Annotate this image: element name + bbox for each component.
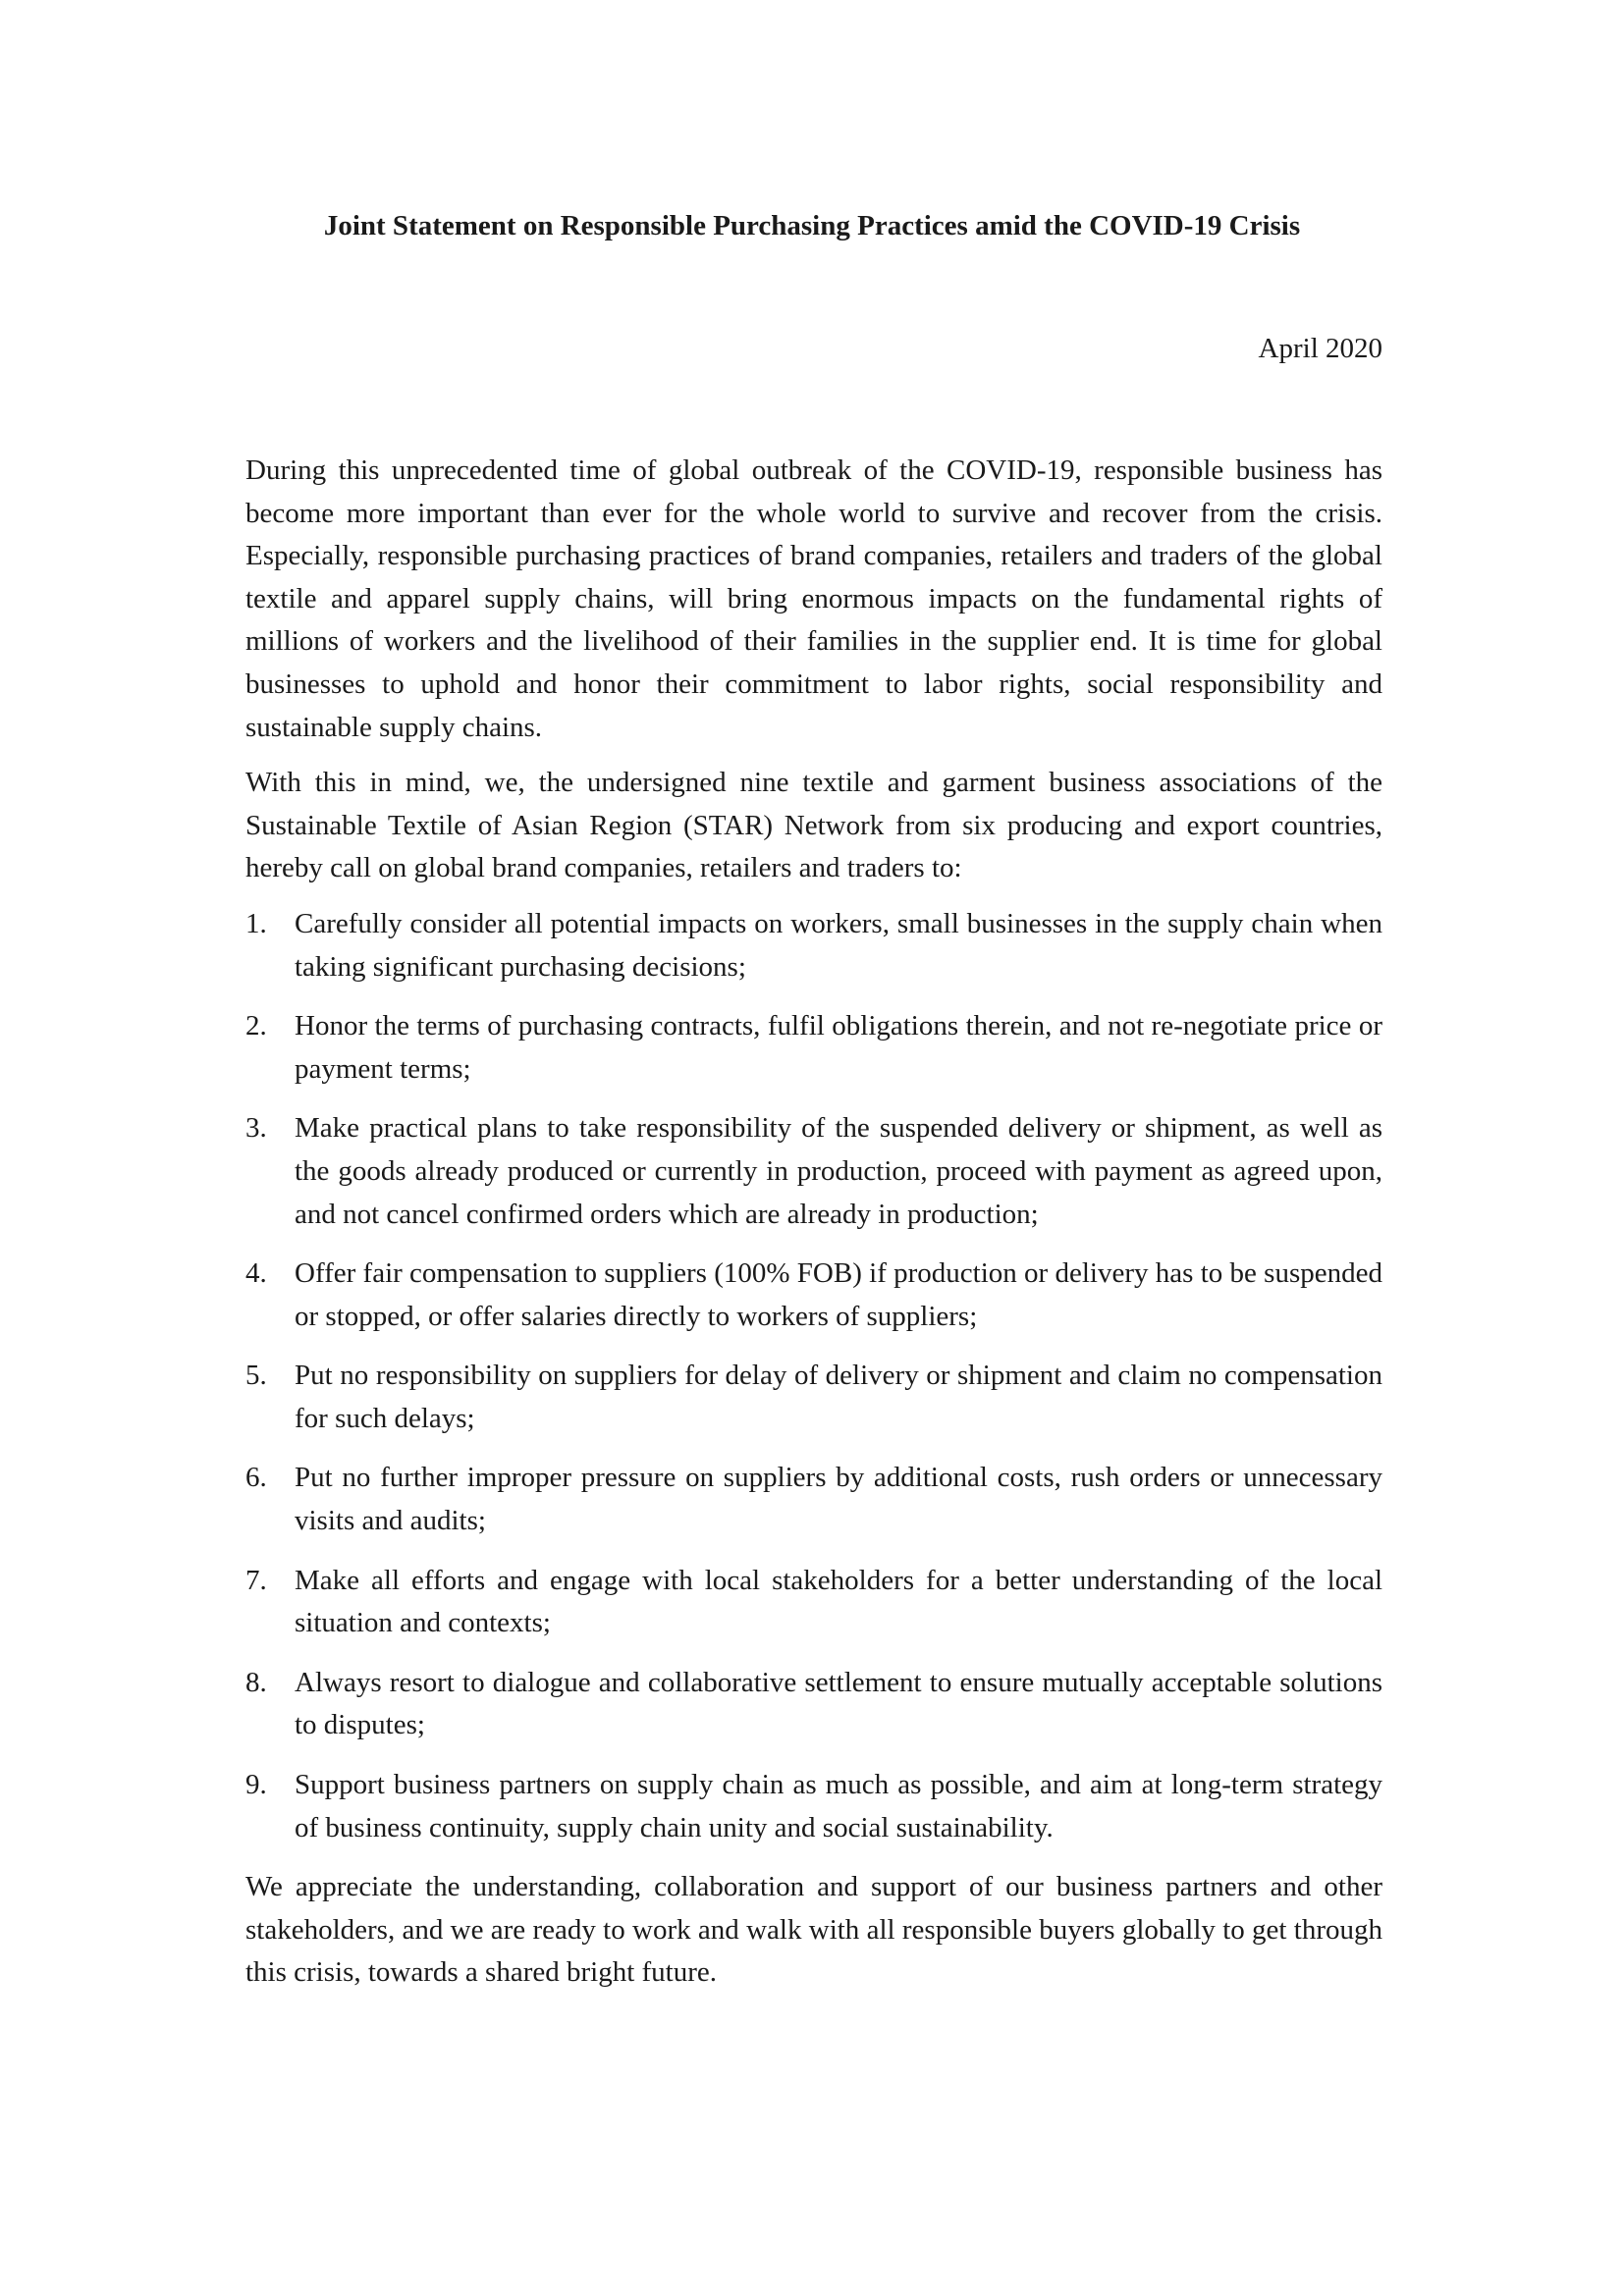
demands-list xyxy=(245,903,1382,1849)
document-date: April 2020 xyxy=(1258,333,1382,364)
document-title: Joint Statement on Responsible Purchasing Practices amid the COVID-19 Crisis xyxy=(323,210,1301,241)
list-item-number: 7. xyxy=(245,1564,267,1596)
list-item-number: 5. xyxy=(245,1360,267,1392)
list-item xyxy=(245,903,1382,988)
list-item-number: 4. xyxy=(245,1257,267,1290)
list-item-number: 2. xyxy=(245,1010,267,1042)
list-item-text: Carefully consider all potential impacts on workers, small businesses in the supply chain when taking significant purchasing decisions; xyxy=(295,907,1382,983)
list-item xyxy=(245,1764,1382,1849)
list-item xyxy=(245,1457,1382,1542)
list-item-number: 1. xyxy=(245,907,267,939)
list-item-number: 8. xyxy=(245,1666,267,1698)
intro-paragraph: During this unprecedented time of global outbreak of the COVID-19, responsible business has become more important than ever for the whole world to survive and recover from the crisis. Especially, responsible purchasing practices of brand companies, retailers and traders of the global textile and apparel supply chains, will bring enormous impacts on the fundamental rights of millions of workers and the livelihood of their families in the supplier end. It is time for global businesses to uphold and honor their commitment to labor rights, social responsibility and sustainable supply chains. xyxy=(245,454,1382,743)
list-item-text: Put no responsibility on suppliers for delay of delivery or shipment and claim no compensation for such delays; xyxy=(295,1360,1382,1434)
list-item xyxy=(245,1005,1382,1091)
list-item-number: 3. xyxy=(245,1112,267,1145)
list-item-text: Put no further improper pressure on suppliers by additional costs, rush orders or unnecessary visits and audits; xyxy=(295,1462,1382,1537)
list-item xyxy=(245,1560,1382,1645)
list-item-text: Support business partners on supply chain as much as possible, and aim at long-term strategy of business continuity, supply chain unity and social sustainability. xyxy=(295,1769,1382,1843)
list-item xyxy=(245,1355,1382,1440)
list-item-number: 9. xyxy=(245,1769,267,1801)
call-paragraph: With this in mind, we, the undersigned nine textile and garment business associations of the Sustainable Textile of Asian Region (STAR) Network from six producing and export countries, hereby call on global brand companies, retailers and traders to: xyxy=(245,767,1382,884)
closing-paragraph: We appreciate the understanding, collaboration and support of our business partners and other stakeholders, and we are ready to work and walk with all responsible buyers globally to get through this crisis, towards a shared bright future. xyxy=(245,1871,1382,1989)
list-item xyxy=(245,1662,1382,1747)
list-item-text: Make practical plans to take responsibility of the suspended delivery or shipment, as well as the goods already produced or currently in production, proceed with payment as agreed upon, and not cancel confirmed orders which are already in production; xyxy=(295,1112,1382,1230)
list-item xyxy=(245,1107,1382,1236)
list-item-text: Honor the terms of purchasing contracts, fulfil obligations therein, and not re-negotiate price or payment terms; xyxy=(295,1010,1382,1085)
list-item-text: Offer fair compensation to suppliers (100% FOB) if production or delivery has to be suspended or stopped, or offer salaries directly to workers of suppliers; xyxy=(295,1257,1382,1332)
list-item-number: 6. xyxy=(245,1462,267,1494)
list-item xyxy=(245,1253,1382,1338)
document-body xyxy=(245,450,1382,2007)
list-item-text: Make all efforts and engage with local stakeholders for a better understanding of the local situation and contexts; xyxy=(295,1564,1382,1639)
list-item-text: Always resort to dialogue and collaborative settlement to ensure mutually acceptable solutions to disputes; xyxy=(295,1666,1382,1741)
